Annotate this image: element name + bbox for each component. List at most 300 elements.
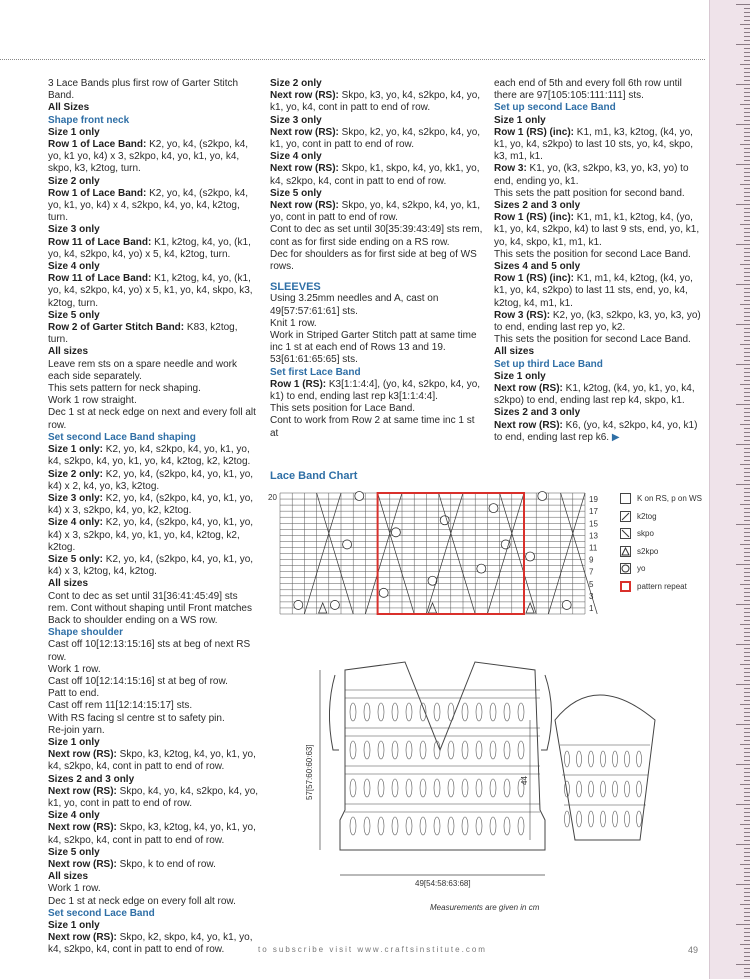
ruler-tick (744, 328, 750, 329)
ruler-tick (744, 856, 750, 857)
paragraph (48, 322, 260, 346)
bold-label: Size 4 only (48, 261, 100, 273)
bold-label: Next row (RS): (494, 419, 563, 431)
ruler-tick (744, 920, 750, 921)
paragraph (48, 847, 260, 859)
ruler-tick (744, 660, 750, 661)
paragraph (48, 578, 260, 590)
ruler-tick (736, 204, 750, 205)
paragraph (270, 200, 485, 224)
ruler-tick (744, 448, 750, 449)
ruler-tick (744, 936, 750, 937)
ruler-tick (740, 744, 750, 745)
body-text: This sets the patt position for second band. (494, 187, 685, 199)
bold-label: Row 3: (494, 163, 527, 175)
ruler-tick (744, 12, 750, 13)
yo-symbol (391, 528, 400, 537)
ruler-tick (744, 872, 750, 873)
ruler-tick (744, 316, 750, 317)
lace-motif (589, 781, 594, 797)
ruler-tick (744, 472, 750, 473)
bold-label: Row 3 (RS): (494, 309, 551, 321)
paragraph (270, 151, 485, 163)
ruler-tick (740, 904, 750, 905)
footer-subscribe: to subscribe visit www.craftsinstitute.com (258, 945, 487, 954)
row-number-label: 17 (589, 507, 598, 517)
ruler-tick (744, 332, 750, 333)
lace-motif (565, 751, 570, 767)
ruler-tick (740, 504, 750, 505)
ruler-tick (740, 784, 750, 785)
ruler-tick (744, 172, 750, 173)
lace-motif (350, 779, 356, 797)
ruler-tick (736, 484, 750, 485)
paragraph (48, 115, 260, 127)
lace-motif (392, 703, 398, 721)
ruler-tick (744, 740, 750, 741)
yo-symbol (294, 600, 303, 609)
body-text: Work in Striped Garter Stitch patt at same time inc 1 st at each end of Rows 13 and 19. 53[61:61:65:65] sts. (270, 330, 477, 366)
ruler-tick (740, 424, 750, 425)
ruler-tick (736, 564, 750, 565)
lace-motif (448, 741, 454, 759)
ruler-tick (744, 136, 750, 137)
ruler-tick (744, 200, 750, 201)
ruler-tick (744, 480, 750, 481)
ruler-tick (744, 476, 750, 477)
paragraph (494, 310, 706, 334)
paragraph (48, 554, 260, 578)
ruler-tick (736, 924, 750, 925)
body-text: Skpo, k to end of row. (116, 859, 216, 870)
bold-label: Row 1 (RS) (inc): (494, 212, 574, 224)
lace-motif (350, 703, 356, 721)
ruler-tick (744, 188, 750, 189)
ruler-tick (744, 112, 750, 113)
s2kpo-icon (620, 546, 631, 557)
ruler-tick (744, 568, 750, 569)
subheading: Set second Lace Band shaping (48, 431, 196, 443)
ruler-tick (744, 396, 750, 397)
ruler-tick (744, 56, 750, 57)
ruler-tick (744, 720, 750, 721)
body-text: K1, k2tog, k4, yo, (k1, yo, k4, s2kpo, k4, yo) x 5, k4, k2tog, turn. (48, 236, 251, 260)
row-number-label: 19 (589, 495, 598, 505)
bold-label: Size 5 only (48, 846, 100, 858)
ruler-tick (740, 864, 750, 865)
body-text: Cont to work from Row 2 at same time inc 1 st at (270, 415, 475, 439)
lace-motif (434, 817, 440, 835)
bold-label: Row 1 of Lace Band: (48, 187, 147, 199)
bold-label: Size 5 only: (48, 553, 104, 565)
ruler-tick (744, 688, 750, 689)
ruler-tick (744, 676, 750, 677)
ruler-tick (744, 956, 750, 957)
ruler-tick (744, 556, 750, 557)
ruler-tick (744, 836, 750, 837)
paragraph (270, 415, 485, 439)
ruler-tick (744, 256, 750, 257)
ruler-tick (744, 648, 750, 649)
ruler-tick (744, 440, 750, 441)
ruler-tick (744, 692, 750, 693)
ruler-tick (744, 900, 750, 901)
paragraph (270, 224, 485, 248)
ruler-tick (744, 20, 750, 21)
ruler-tick (744, 180, 750, 181)
body-text: Dec 1 st at neck edge on next and every foll alt row. (48, 407, 256, 431)
body-text: K1, m1, k3, k2tog, (k4, yo, k1, yo, k4, s2kpo) to last 10 sts, yo, k4, skpo, k3, m1, k1. (494, 126, 693, 163)
ruler-tick (744, 696, 750, 697)
ruler-tick (744, 312, 750, 313)
bold-label: Row 2 of Garter Stitch Band: (48, 322, 185, 334)
ruler-tick (744, 652, 750, 653)
ruler-tick (744, 276, 750, 277)
ruler-tick (744, 548, 750, 549)
ruler-tick (736, 524, 750, 525)
ruler-tick (744, 340, 750, 341)
bold-label: Next row (RS): (270, 126, 339, 138)
chart-grid (268, 492, 598, 614)
body-text: Patt to end. (48, 688, 100, 700)
paragraph (48, 407, 260, 431)
garment-schematic (295, 650, 715, 890)
row-number-label: 13 (589, 531, 598, 541)
row-number-label: 20 (268, 493, 277, 502)
ruler-tick (744, 820, 750, 821)
legend-label: k2tog (637, 511, 657, 521)
body-text: Skpo, yo, k4, s2kpo, k4, yo, k1, yo, cont in patt to end of row. (270, 200, 481, 224)
body-text: This sets the position for second Lace Band. (494, 334, 691, 346)
body-text: Dec for shoulders as for first side at beg of WS rows. (270, 248, 477, 273)
paragraph (48, 737, 260, 749)
ruler-tick (744, 336, 750, 337)
ruler-tick (744, 248, 750, 249)
bold-label: Size 3 only (270, 114, 322, 126)
paragraph (270, 163, 485, 187)
paragraph (48, 700, 260, 712)
lace-motif (462, 741, 468, 759)
bold-label: Row 1 (RS) (inc): (494, 273, 574, 285)
ruler-tick (736, 324, 750, 325)
body-text: K2, yo, k4, (s2kpo, k4, yo, k1, yo, k4) x 4, s2kpo, k4, yo, k4, k2tog, turn. (48, 187, 249, 224)
paragraph (48, 310, 260, 322)
paragraph (494, 346, 706, 358)
bold-label: Size 3 only (48, 224, 100, 236)
ruler-tick (744, 668, 750, 669)
legend-label: s2kpo (637, 546, 659, 556)
ruler-tick (736, 4, 750, 5)
ruler-tick (744, 132, 750, 133)
ruler-tick (744, 168, 750, 169)
bold-label: Size 3 only: (48, 492, 104, 504)
bold-label: Row 11 of Lace Band: (48, 273, 152, 285)
bold-label: All sizes (48, 871, 89, 883)
paragraph (48, 176, 260, 188)
ruler-tick (744, 492, 750, 493)
legend-item-skpo (620, 525, 702, 543)
subheading: Set second Lace Band (48, 907, 155, 919)
lace-motif (364, 703, 370, 721)
sleeve-outline (555, 695, 655, 840)
ruler-tick (744, 360, 750, 361)
body-text: each end of 5th and every foll 6th row until there are 97[105:105:111:111] sts. (494, 78, 682, 102)
lace-motif (448, 779, 454, 797)
bold-label: Next row (RS): (48, 785, 117, 797)
chart-legend (620, 490, 702, 595)
bold-label: Sizes 2 and 3 only (494, 200, 581, 212)
ruler-tick (744, 620, 750, 621)
paragraph (48, 359, 260, 383)
ruler-tick (736, 44, 750, 45)
ruler-tick (744, 48, 750, 49)
ruler-tick (744, 228, 750, 229)
bold-label: Next row (RS): (48, 749, 117, 761)
ruler-tick (744, 788, 750, 789)
lace-motif (462, 779, 468, 797)
ruler-tick (744, 116, 750, 117)
ruler-tick (744, 840, 750, 841)
body-text: Skpo, k4, yo, k4, s2kpo, k4, yo, k1, yo, cont in patt to end of row. (48, 785, 259, 809)
column-3 (494, 78, 706, 444)
lace-motif (601, 781, 606, 797)
ruler-tick (744, 32, 750, 33)
ruler-tick (740, 144, 750, 145)
ruler-tick (740, 944, 750, 945)
lace-motif (476, 703, 482, 721)
ruler-tick (744, 528, 750, 529)
paragraph (270, 281, 485, 293)
paragraph (494, 334, 706, 346)
skpo-icon (620, 528, 631, 539)
ruler-tick (744, 468, 750, 469)
paragraph (48, 139, 260, 176)
ruler-tick (744, 700, 750, 701)
lace-motif (518, 741, 524, 759)
ruler-tick (744, 356, 750, 357)
paragraph (48, 920, 260, 932)
ruler-tick (744, 456, 750, 457)
body-text: K1, m1, k1, k2tog, k4, (yo, k1, yo, k4, s2kpo, k4) to last 9 sts, end, yo, k1, yo, k4, skpo, k1, m1, k1. (494, 212, 700, 248)
ruler-tick (744, 152, 750, 153)
paragraph (48, 883, 260, 895)
bold-label: Next row (RS): (48, 859, 117, 870)
ruler-tick (744, 916, 750, 917)
bold-label: Next row (RS): (270, 163, 339, 175)
ruler-tick (744, 128, 750, 129)
ruler-tick (744, 952, 750, 953)
paragraph (48, 822, 260, 846)
ruler-tick (744, 216, 750, 217)
ruler-tick (744, 868, 750, 869)
lace-motif (490, 817, 496, 835)
lace-motif (613, 781, 618, 797)
ruler-tick (744, 420, 750, 421)
lace-motif (577, 811, 582, 827)
ruler-tick (736, 604, 750, 605)
ruler-tick (744, 796, 750, 797)
legend-label: pattern repeat (637, 581, 687, 591)
row-number-label: 11 (589, 543, 598, 553)
lace-motif (613, 811, 618, 827)
ruler-tick (744, 160, 750, 161)
ruler-tick (744, 300, 750, 301)
bold-label: Sizes 2 and 3 only (494, 407, 581, 419)
body-text: K2, yo, k4, (s2kpo, k4, yo, k1, yo, k4) x 3, s2kpo, k4, yo, k2, k2tog. (48, 492, 254, 517)
row-number-label: 5 (589, 579, 594, 589)
paragraph (270, 293, 485, 317)
body-text: K2, yo, (k3, s2kpo, k3, yo, k3, yo) to end, ending last rep yo, k2. (494, 309, 701, 334)
bold-label: Row 11 of Lace Band: (48, 236, 152, 248)
measurement-caption: Measurements are given in cm (430, 903, 540, 912)
section-heading: SLEEVES (270, 281, 321, 294)
ruler-tick (740, 344, 750, 345)
ruler-tick (740, 304, 750, 305)
paragraph (270, 367, 485, 379)
ruler-tick (736, 884, 750, 885)
body-text: Knit 1 row. (270, 317, 317, 329)
ruler-tick (744, 612, 750, 613)
lace-motif (406, 779, 412, 797)
paragraph (494, 78, 706, 102)
ruler-tick (744, 876, 750, 877)
paragraph (48, 188, 260, 225)
ruler-tick (744, 928, 750, 929)
body-text: Work 1 row straight. (48, 395, 137, 407)
ruler-tick (744, 976, 750, 977)
ruler-tick (744, 500, 750, 501)
ruler-tick (744, 412, 750, 413)
paragraph (494, 371, 706, 383)
ruler-tick (744, 896, 750, 897)
ruler-tick (744, 108, 750, 109)
ruler-tick (744, 536, 750, 537)
paragraph (48, 713, 260, 725)
ruler-tick (744, 428, 750, 429)
paragraph (48, 273, 260, 310)
armhole-left (329, 675, 339, 750)
body-text: Re-join yarn. (48, 724, 105, 736)
ruler-tick (740, 664, 750, 665)
ruler-tick (744, 240, 750, 241)
paragraph (48, 127, 260, 139)
body-text: This sets the position for second Lace Band. (494, 248, 691, 260)
body-text: K2, yo, k4, (s2kpo, k4, yo, k1 yo, k4) x 3, s2kpo, k4, yo, k1, yo, k4, skpo, k3, k2tog, turn. (48, 139, 249, 175)
row-number-label: 7 (589, 567, 594, 577)
ruler-tick (736, 724, 750, 725)
armhole-right (541, 675, 552, 750)
lace-motif (406, 817, 412, 835)
ruler-tick (744, 76, 750, 77)
ruler-tick (736, 84, 750, 85)
continue-arrow-icon: ▶ (611, 431, 620, 443)
legend-item-repeat (620, 578, 702, 596)
ruler-tick (744, 268, 750, 269)
ruler-tick (744, 392, 750, 393)
legend-item-knit (620, 490, 702, 508)
legend-item-k2tog (620, 508, 702, 526)
ruler-tick (744, 16, 750, 17)
lace-motif (504, 779, 510, 797)
ruler-tick (744, 352, 750, 353)
ruler-tick (744, 752, 750, 753)
bold-label: Row 1 (RS) (inc): (494, 126, 574, 138)
ruler-tick (744, 588, 750, 589)
yo-symbol (562, 600, 571, 609)
paragraph (48, 224, 260, 236)
paragraph (48, 383, 260, 395)
paragraph (48, 432, 260, 444)
height-label: 57[57:60:60:63] (305, 744, 314, 800)
paragraph (494, 407, 706, 419)
ruler-tick (744, 860, 750, 861)
lace-motif (406, 703, 412, 721)
lace-motif (392, 779, 398, 797)
ruler-tick (744, 532, 750, 533)
body-text: Skpo, k3, k2tog, k4, yo, k1, yo, k4, s2kpo, k4, cont in patt to end of row. (48, 749, 256, 773)
ruler-tick (744, 680, 750, 681)
lace-motif (420, 779, 426, 797)
ruler-tick (740, 464, 750, 465)
paragraph (494, 188, 706, 200)
lace-motif (420, 817, 426, 835)
body-text: This sets position for Lace Band. (270, 403, 416, 415)
lace-motif (378, 817, 384, 835)
ruler-tick (744, 436, 750, 437)
ruler-tick (740, 104, 750, 105)
lace-motif (476, 741, 482, 759)
ruler-tick (744, 792, 750, 793)
paragraph (494, 102, 706, 114)
ruler-tick (744, 432, 750, 433)
ruler-tick (744, 708, 750, 709)
body-text: Work 1 row. (48, 663, 101, 675)
paragraph (48, 395, 260, 407)
ruler-tick (740, 544, 750, 545)
ruler-tick (736, 964, 750, 965)
ruler-tick (744, 496, 750, 497)
yo-symbol (526, 552, 535, 561)
ruler-tick (744, 288, 750, 289)
row-number-label: 1 (589, 603, 594, 613)
yo-symbol (477, 564, 486, 573)
body-text: Work 1 row. (48, 883, 101, 895)
subheading: Set up third Lace Band (494, 358, 603, 370)
bold-label: Next row (RS): (48, 932, 117, 944)
ruler-tick (744, 852, 750, 853)
column-1 (48, 78, 260, 957)
ruler-tick (744, 972, 750, 973)
lace-motif (613, 751, 618, 767)
ruler-tick (744, 68, 750, 69)
chart-title: Lace Band Chart (270, 470, 358, 482)
ruler-tick (744, 628, 750, 629)
ruler-tick (736, 764, 750, 765)
ruler-tick (744, 208, 750, 209)
lace-motif (392, 741, 398, 759)
lace-motif (448, 703, 454, 721)
paragraph (48, 102, 260, 114)
bold-label: All sizes (494, 346, 535, 358)
ruler-tick (744, 912, 750, 913)
paragraph (494, 273, 706, 310)
body-text: Skpo, k3, yo, k4, s2kpo, k4, yo, k1, yo, k4, cont in patt to end of row. (270, 90, 481, 114)
ruler-tick (744, 348, 750, 349)
paragraph (494, 200, 706, 212)
body-text: Cont to dec as set until 31[36:41:45:49] sts rem. Cont without shaping until Front matches Back to shoulder ending on a WS row. (48, 590, 252, 626)
paragraph (494, 115, 706, 127)
bold-label: Size 2 only: (48, 468, 104, 480)
